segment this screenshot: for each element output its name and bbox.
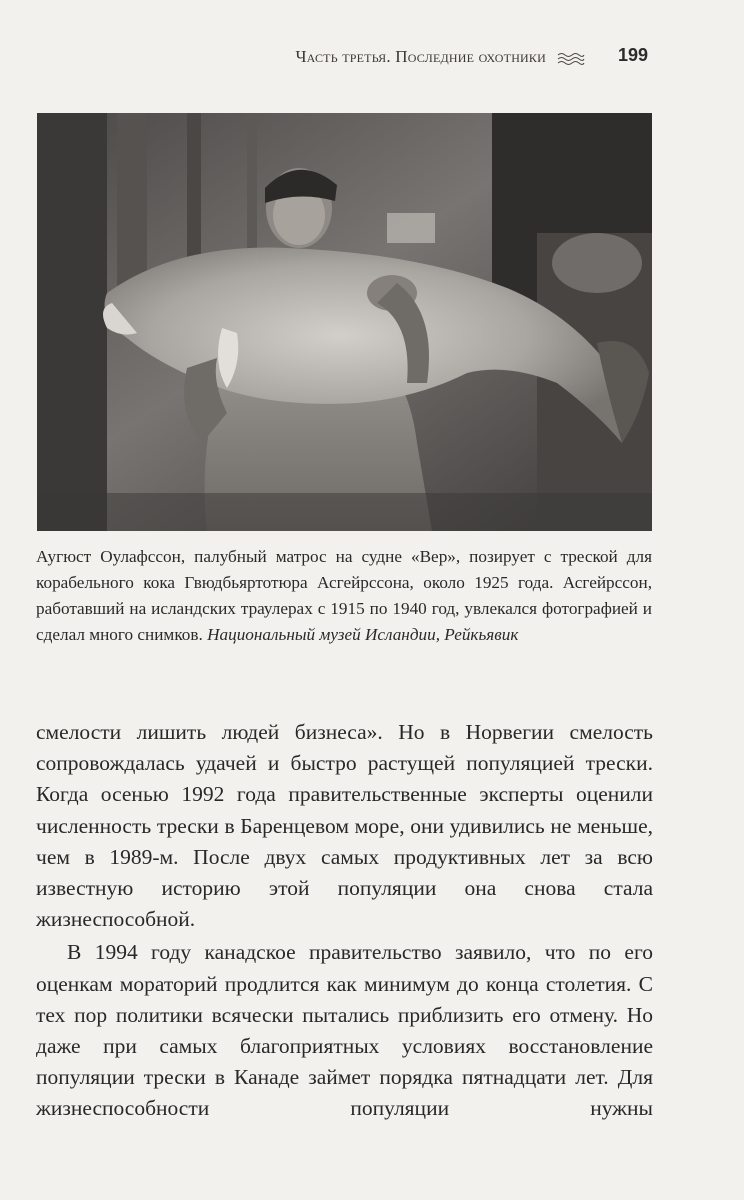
wave-ornament-icon xyxy=(556,50,586,68)
caption-credit: Национальный музей Исландии, Рейкьявик xyxy=(207,625,519,644)
running-title: Часть третья. Последние охотники xyxy=(295,47,546,66)
running-header xyxy=(0,44,744,74)
photo-fisherman-holding-cod-icon xyxy=(37,113,652,531)
paragraph-2: В 1994 году канадское правительство заявило, что по его оценкам мораторий продлится как минимум до конца столетия. С тех пор политики всячески пытались приблизить его отмену. Но даже при самых благоприятных условиях восстановление популяции трески в Канаде займет порядка пятнадцати лет. Для жизнеспособности популяции нужны xyxy=(36,940,653,1121)
main-text xyxy=(36,717,653,1125)
paragraph-1: смелости лишить людей бизнеса». Но в Норвегии смелость сопровождалась удачей и быстро растущей популяцией трески. Когда осенью 1992 года правительственные эксперты оценили численность трески в Баренцевом море, они удивились не меньше, чем в 1989-м. После двух самых продуктивных лет за всю известную историю этой популяции она снова стала жизнеспособной. xyxy=(36,720,653,932)
historical-photo xyxy=(37,113,652,531)
page-number: 199 xyxy=(618,45,649,65)
caption-text: Аугюст Оулафссон, палубный матрос на судне «Вер», позирует с треской для корабельного кока Гвюдбьяртотюра Асгейрссона, около 1925 года. Асгейрссон, работавший на исландских траулерах с 1915 по 1940 год, увлекался фотографией и сделал много снимков. xyxy=(36,547,652,644)
photo-caption xyxy=(36,544,652,648)
